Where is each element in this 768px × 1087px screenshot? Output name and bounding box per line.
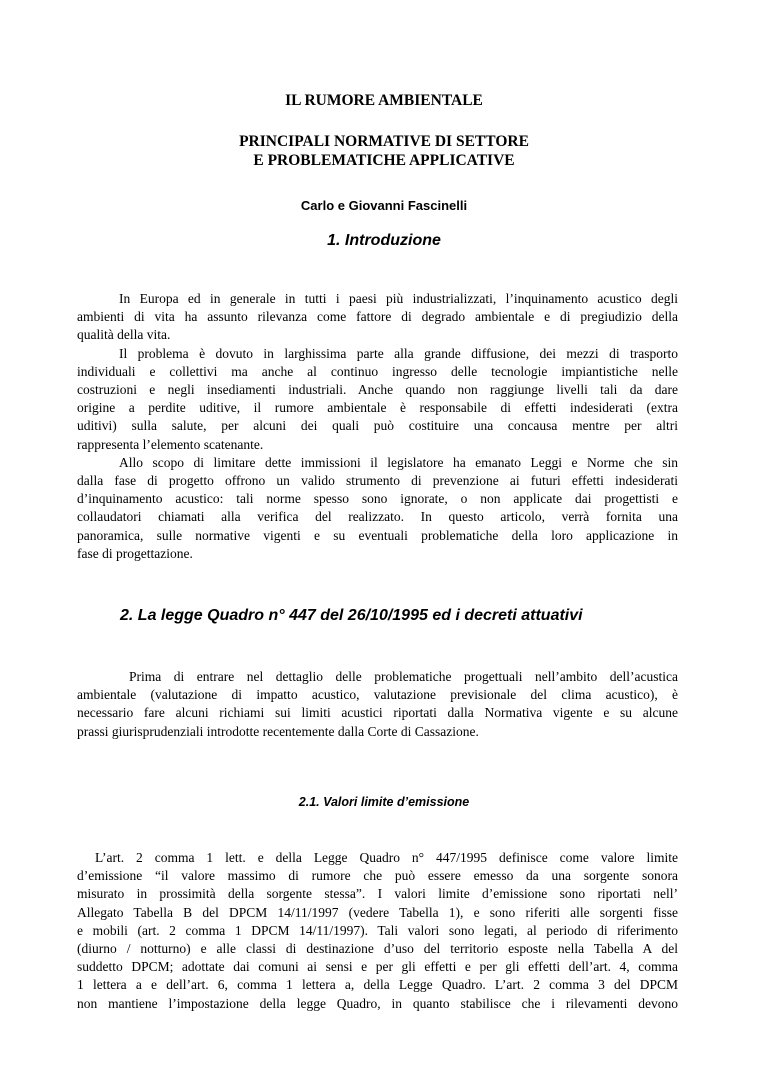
text-line: d’inquinamento acustico: tali norme spesso sono ignorate, o non applicate dai progettisti e bbox=[77, 491, 678, 507]
text-line: uditivi) sulla salute, per alcuni dei quali può costituire una concausa mentre per altri bbox=[77, 418, 678, 434]
document-subtitle-line-2: E PROBLEMATICHE APPLICATIVE bbox=[253, 152, 515, 169]
text-line: dalla fase di progetto offrono un valido strumento di prevenzione ai futuri effetti indesiderati bbox=[77, 473, 678, 488]
section-2-1-heading: 2.1. Valori limite d’emissione bbox=[298, 795, 470, 809]
text-line: 1 lettera a e dell’art. 6, comma 1 lettera a, della Legge Quadro. L’art. 2 comma 3 del DPCM bbox=[77, 977, 678, 993]
text-line: rappresenta l’elemento scatenante. bbox=[77, 436, 264, 452]
section-1-paragraph-1 bbox=[77, 290, 678, 345]
text-line: Allo scopo di limitare dette immissioni il legislatore ha emanato Leggi e Norme che sin bbox=[119, 454, 678, 470]
section-2-1-paragraph bbox=[77, 849, 678, 1013]
text-line: costruzioni e negli insediamenti industriali. Anche quando non raggiunge livelli tali da dare bbox=[77, 382, 678, 397]
text-line: d’emissione “il valore massimo di rumore che può essere emesso da una sorgente sonora bbox=[77, 868, 678, 884]
text-line: Prima di entrare nel dettaglio delle problematiche progettuali nell’ambito dell’acustica bbox=[129, 669, 678, 684]
section-1-paragraph-2 bbox=[77, 345, 678, 454]
text-line: individuali e collettivi ma anche al continuo ingresso delle tecnologie impiantistiche nelle bbox=[77, 363, 678, 379]
section-1-heading: 1. Introduzione bbox=[327, 232, 441, 249]
text-line: prassi giurisprudenziali introdotte recentemente dalla Corte di Cassazione. bbox=[77, 723, 479, 739]
text-line: fase di progettazione. bbox=[77, 545, 193, 561]
section-2-paragraph bbox=[77, 668, 678, 741]
text-line: L’art. 2 comma 1 lett. e della Legge Quadro n° 447/1995 definisce come valore limite bbox=[95, 850, 678, 865]
text-line: panoramica, sulle normative vigenti e su eventuali problematiche della loro applicazione in bbox=[77, 527, 678, 543]
text-line: ambienti di vita ha assunto rilevanza come fattore di degrado ambientale e di pregiudizio della bbox=[77, 309, 678, 325]
text-line: suddetto DPCM; adottate dai comuni ai sensi e per gli effetti e per gli effetti dell’art. 4, comma bbox=[77, 959, 678, 975]
text-line: collaudatori chiamati alla verifica del realizzato. In questo articolo, verrà fornita una bbox=[77, 509, 678, 525]
text-line: ambientale (valutazione di impatto acustico, valutazione previsionale del clima acustico), è bbox=[77, 687, 678, 703]
text-line: (diurno / notturno) e alle classi di destinazione d’uso del territorio esposte nella Tabella A del bbox=[77, 941, 678, 957]
text-line: e mobili (art. 2 comma 1 DPCM 14/11/1997). Tali valori sono legati, al periodo di riferimento bbox=[77, 922, 678, 938]
document-title: IL RUMORE AMBIENTALE bbox=[285, 92, 483, 109]
section-2-heading: 2. La legge Quadro n° 447 del 26/10/1995 ed i decreti attuativi bbox=[120, 607, 583, 624]
section-1-paragraph-3 bbox=[77, 454, 678, 563]
text-line: necessario fare alcuni richiami sui limiti acustici riportati dalla Normativa vigente e su alcune bbox=[77, 705, 678, 721]
text-line: qualità della vita. bbox=[77, 327, 171, 343]
document-authors: Carlo e Giovanni Fascinelli bbox=[300, 198, 468, 213]
text-line: misurato in prossimità della sorgente stessa”. I valori limite d’emissione sono riportati nell’ bbox=[77, 886, 678, 902]
text-line: Allegato Tabella B del DPCM 14/11/1997 (vedere Tabella 1), e sono riferiti alle sorgenti fisse bbox=[77, 904, 678, 920]
text-line: origine a perdite uditive, il rumore ambientale è responsabile di effetti indesiderati (extra bbox=[77, 400, 678, 416]
text-line: non mantiene l’impostazione della legge Quadro, in quanto stabilisce che i rilevamenti devono bbox=[77, 995, 678, 1011]
document-subtitle-line-1: PRINCIPALI NORMATIVE DI SETTORE bbox=[239, 133, 529, 150]
text-line: In Europa ed in generale in tutti i paesi più industrializzati, l’inquinamento acustico degli bbox=[119, 291, 678, 306]
text-line: Il problema è dovuto in larghissima parte alla grande diffusione, dei mezzi di trasporto bbox=[119, 345, 678, 361]
